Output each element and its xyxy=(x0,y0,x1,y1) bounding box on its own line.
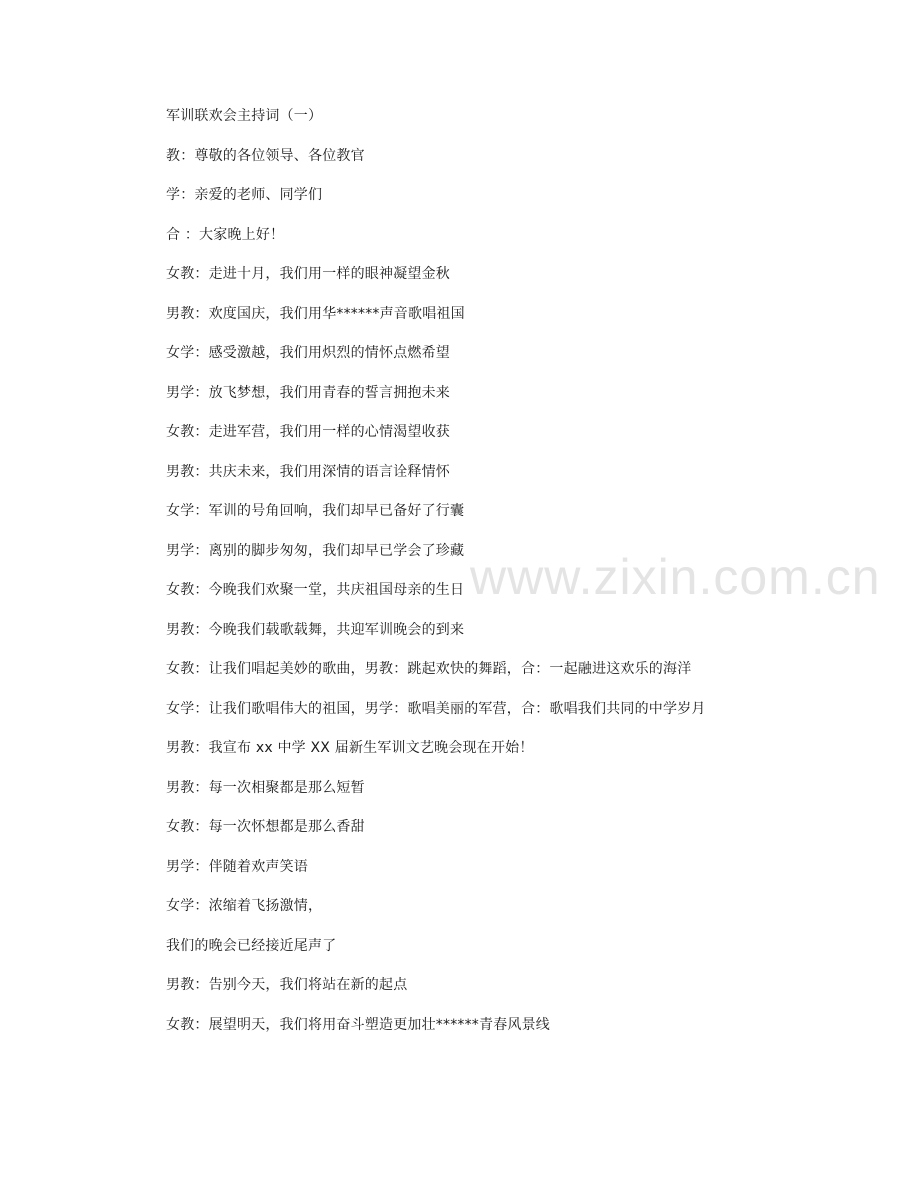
text-line: 女教：让我们唱起美妙的歌曲，男教：跳起欢快的舞蹈，合：一起融进这欢乐的海洋 xyxy=(166,661,692,677)
text-line: 我们的晚会已经接近尾声了 xyxy=(166,937,337,954)
document-title: 军训联欢会主持词（一） xyxy=(166,108,323,124)
text-line: 女学：让我们歌唱伟大的祖国，男学：歌唱美丽的军营，合：歌唱我们共同的中学岁月 xyxy=(166,700,706,717)
text-line: 男学：离别的脚步匆匆，我们却早已学会了珍藏 xyxy=(166,542,465,559)
text-line: 女教：今晚我们欢聚一堂，共庆祖国母亲的生日 xyxy=(166,582,465,598)
text-line: 男学：放飞梦想，我们用青春的誓言拥抱未来 xyxy=(166,384,450,401)
text-line: 女教：走进军营，我们用一样的心情渴望收获 xyxy=(166,424,450,440)
text-line: 女学：浓缩着飞扬激情， xyxy=(166,898,323,914)
text-line: 男教：我宣布 xx 中学 XX 届新生军训文艺晚会现在开始！ xyxy=(166,740,534,756)
text-line: 女教：走进十月，我们用一样的眼神凝望金秋 xyxy=(166,266,450,282)
text-line: 男教：每一次相聚都是那么短暂 xyxy=(166,779,365,796)
text-line: 学：亲爱的老师、同学们 xyxy=(166,187,323,203)
document-body xyxy=(166,106,786,1054)
text-line: 女教：每一次怀想都是那么香甜 xyxy=(166,819,365,835)
text-line: 女教：展望明天，我们将用奋斗塑造更加壮******青春风景线 xyxy=(166,1016,550,1033)
text-line: 合 ：大家晚上好！ xyxy=(166,226,285,243)
text-line: 男教：告别今天，我们将站在新的起点 xyxy=(166,977,408,993)
text-line: 女学：军训的号角回响，我们却早已备好了行囊 xyxy=(166,503,465,519)
watermark: www.zixin.com.cn xyxy=(470,549,881,605)
text-line: 男教：今晚我们载歌载舞，共迎军训晚会的到来 xyxy=(166,621,465,638)
text-line: 教：尊敬的各位领导、各位教官 xyxy=(166,147,365,164)
text-line: 男教：共庆未来，我们用深情的语言诠释情怀 xyxy=(166,463,450,480)
text-line: 女学：感受激越，我们用炽烈的情怀点燃希望 xyxy=(166,345,450,361)
text-line: 男教：欢度国庆，我们用华******声音歌唱祖国 xyxy=(166,305,465,322)
text-line: 男学：伴随着欢声笑语 xyxy=(166,858,308,875)
